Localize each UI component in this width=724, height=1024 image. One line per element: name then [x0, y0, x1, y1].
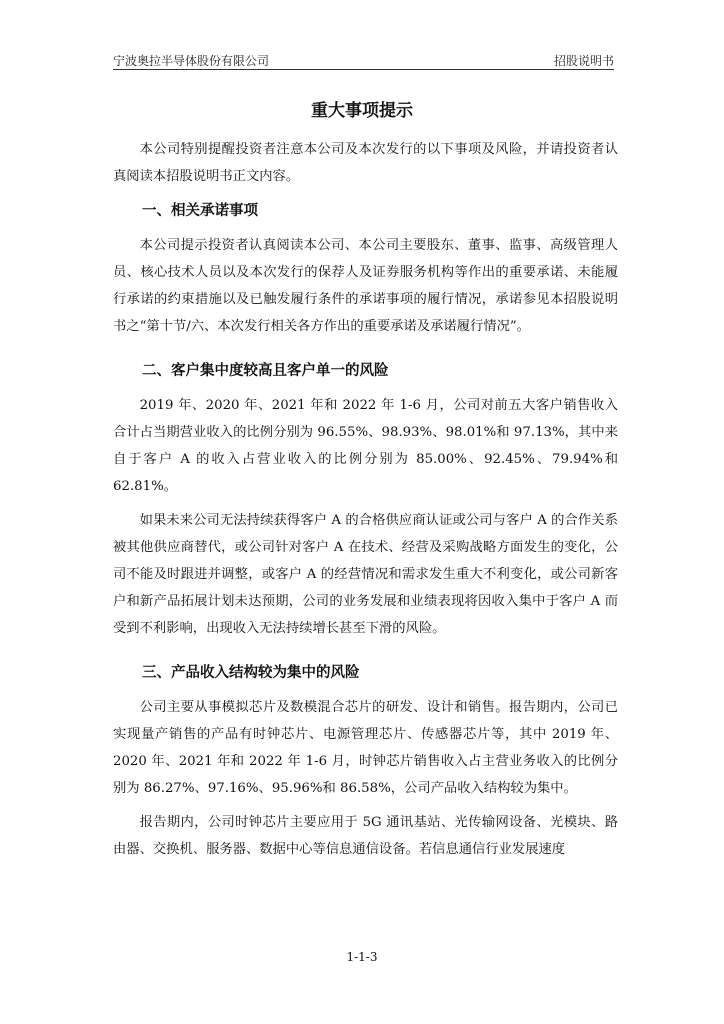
header-company-name: 宁波奥拉半导体股份有限公司	[113, 54, 270, 68]
header-divider	[113, 69, 614, 70]
section-2-paragraph-2: 如果未来公司无法持续获得客户 A 的合格供应商认证或公司与客户 A 的合作关系被其他供应商替代，或公司针对客户 A 在技术、经营及采购战略方面发生的变化，公司不能及时跟进并调整，或客户 A 的经营情况和需求发生重大不利变化，或公司新客户和新产品拓展计划未达预期，公司的业务发展和业绩表现将因收入集中于客户 A 而受到不利影响，出现收入无法持续增长甚至下滑的风险。	[113, 513, 618, 636]
page-number: 1-1-3	[346, 950, 378, 964]
section-heading-customer-concentration: 二、客户集中度较高且客户单一的风险	[142, 363, 389, 379]
page-header	[113, 50, 614, 70]
section-2-paragraph-1: 2019 年、2020 年、2021 年和 2022 年 1-6 月，公司对前五大客户销售收入合计占当期营业收入的比例分别为 96.55%、98.93%、98.01%和 97.13%，其中来自于客户 A 的收入占营业收入的比例分别为 85.00%、92.45%、79.94%和 62.81%。	[113, 398, 618, 494]
section-3-paragraph-2: 报告期内，公司时钟芯片主要应用于 5G 通讯基站、光传输网设备、光模块、路由器、交换机、服务器、数据中心等信息通信设备。若信息通信行业发展速度	[113, 815, 618, 857]
section-heading-product-concentration: 三、产品收入结构较为集中的风险	[142, 665, 360, 681]
header-document-type: 招股说明书	[553, 54, 614, 68]
document-body	[113, 136, 618, 863]
section-heading-commitments: 一、相关承诺事项	[142, 203, 258, 219]
section-1-paragraph-1: 本公司提示投资者认真阅读本公司、本公司主要股东、董事、监事、高级管理人员、核心技术人员以及本次发行的保荐人及证券服务机构等作出的重要承诺、未能履行承诺的约束措施以及已触发履行条件的承诺事项的履行情况，承诺参见本招股说明书之“第十节/六、本次发行相关各方作出的重要承诺及承诺履行情况”。	[113, 238, 618, 334]
page-title: 重大事项提示	[311, 101, 413, 121]
intro-paragraph: 本公司特别提醒投资者注意本公司及本次发行的以下事项及风险，并请投资者认真阅读本招股说明书正文内容。	[113, 142, 618, 184]
section-3-paragraph-1: 公司主要从事模拟芯片及数模混合芯片的研发、设计和销售。报告期内，公司已实现量产销售的产品有时钟芯片、电源管理芯片、传感器芯片等，其中 2019 年、2020 年、2021 年和 2022 年 1-6 月，时钟芯片销售收入占主营业务收入的比例分别为 86.27%、97.16%、95.96%和 86.58%，公司产品收入结构较为集中。	[113, 700, 618, 796]
